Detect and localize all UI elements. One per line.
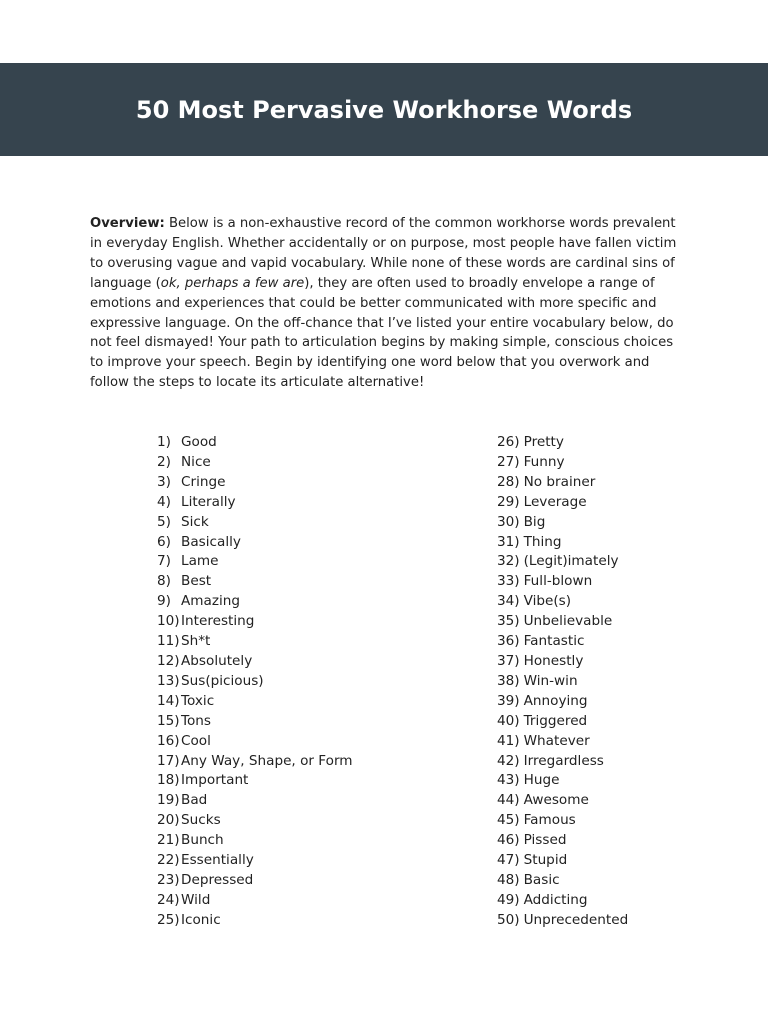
word-number: 39) (497, 692, 520, 709)
word-text: Lame (181, 553, 219, 570)
title-banner (0, 63, 768, 156)
word-list-item (497, 592, 737, 612)
word-list-item (497, 712, 737, 732)
word-number: 41) (497, 732, 520, 749)
word-list-item (497, 831, 737, 851)
word-number: 26) (497, 434, 520, 450)
word-list-item (497, 572, 737, 592)
word-number: 36) (497, 633, 520, 650)
word-list-item (497, 732, 737, 752)
word-number: 13) (157, 672, 180, 689)
word-text: Pissed (523, 832, 567, 849)
word-text: Pretty (523, 434, 564, 450)
word-list-item (157, 453, 457, 473)
word-number: 40) (497, 712, 520, 729)
word-text: Sucks (181, 812, 221, 829)
word-number: 38) (497, 672, 520, 689)
word-text: Any Way, Shape, or Form (181, 752, 353, 769)
word-text: Cool (181, 732, 211, 749)
word-list-item (157, 911, 457, 931)
word-number: 4) (157, 493, 171, 510)
word-text: Famous (523, 812, 576, 829)
word-number: 23) (157, 871, 180, 888)
word-text: Win-win (523, 672, 578, 689)
word-text: Triggered (523, 712, 588, 729)
word-text: Basic (523, 871, 560, 888)
word-text: Nice (181, 453, 211, 470)
word-list-item (497, 533, 737, 553)
word-list-item (497, 513, 737, 533)
word-text: Honestly (523, 652, 584, 669)
overview-text-1: Below is a non-exhaustive record of the common workhorse words prevalent in everyday English. Whether accidentally or on purpose, most people have fallen victim to overusing vague and vapid vocabulary. While none of these words are cardinal sins of language ( (90, 216, 677, 291)
word-list-item (497, 911, 737, 931)
word-text: Thing (523, 533, 562, 550)
word-list-item (157, 473, 457, 493)
word-number: 18) (157, 772, 180, 789)
word-text: Fantastic (523, 633, 585, 650)
word-text: Important (181, 772, 249, 789)
word-list-item (157, 533, 457, 553)
word-list-item (497, 493, 737, 513)
word-list-item (157, 513, 457, 533)
word-list-right (497, 433, 737, 931)
word-list-item (157, 552, 457, 572)
word-number: 16) (157, 732, 180, 749)
word-list-item (497, 871, 737, 891)
word-number: 50) (497, 911, 520, 928)
word-list-item (497, 652, 737, 672)
page-title: 50 Most Pervasive Workhorse Words (135, 95, 633, 124)
word-text: Vibe(s) (523, 593, 572, 610)
word-text: Big (523, 513, 546, 530)
word-text: Iconic (181, 911, 221, 928)
word-text: No brainer (523, 473, 596, 490)
word-text: Best (181, 573, 212, 590)
word-list-item (497, 612, 737, 632)
word-number: 8) (157, 573, 171, 590)
overview-text-2: ), they are often used to broadly envelope a range of emotions and experiences that could be better communicated with more specific and expressive language. On the off-chance that I’ve listed your entire vocabulary below, do not feel dismayed! Your path to articulation begins by making simple, conscious choices to improve your speech. Begin by identifying one word below that you overwork and follow the steps to locate its articulate alternative! (90, 275, 674, 391)
word-number: 46) (497, 832, 520, 849)
word-number: 11) (157, 633, 180, 650)
word-list-item (497, 752, 737, 772)
word-text: Absolutely (181, 652, 253, 669)
word-text: Whatever (523, 732, 590, 749)
word-number: 42) (497, 752, 520, 769)
word-number: 19) (157, 792, 180, 809)
word-list-item (157, 612, 457, 632)
word-number: 3) (157, 473, 171, 490)
word-list-item (157, 831, 457, 851)
word-list-left (157, 433, 457, 931)
word-list-item (157, 752, 457, 772)
word-text: Unbelievable (523, 613, 613, 630)
word-number: 30) (497, 513, 520, 530)
word-number: 31) (497, 533, 520, 550)
word-list-item (157, 712, 457, 732)
word-number: 17) (157, 752, 180, 769)
word-text: Addicting (523, 891, 588, 908)
word-text: Sus(picious) (181, 672, 264, 689)
word-text: Amazing (181, 593, 241, 610)
word-number: 27) (497, 453, 520, 470)
word-text: Essentially (181, 852, 254, 869)
word-text: Depressed (181, 871, 254, 888)
word-list-item (157, 632, 457, 652)
word-list-item (497, 433, 737, 453)
word-text: Basically (181, 533, 241, 550)
word-number: 10) (157, 613, 180, 630)
word-number: 7) (157, 553, 171, 570)
word-number: 5) (157, 513, 171, 530)
word-list-item (157, 732, 457, 752)
word-number: 44) (497, 792, 520, 809)
word-text: Sh*t (181, 633, 211, 650)
word-list-item (497, 851, 737, 871)
word-number: 20) (157, 812, 180, 829)
word-number: 2) (157, 453, 171, 470)
word-text: Huge (523, 772, 560, 789)
word-list-item (157, 771, 457, 791)
word-number: 29) (497, 493, 520, 510)
word-list-item (497, 453, 737, 473)
word-number: 22) (157, 852, 180, 869)
word-text: Full-blown (523, 573, 593, 590)
word-list-item (497, 552, 737, 572)
word-number: 25) (157, 911, 180, 928)
word-list-item (157, 851, 457, 871)
word-list-item (497, 473, 737, 493)
word-list-item (497, 791, 737, 811)
word-list-item (157, 791, 457, 811)
word-list-item (497, 811, 737, 831)
word-list-item (497, 672, 737, 692)
word-number: 32) (497, 553, 520, 570)
word-number: 24) (157, 891, 180, 908)
word-list-item (157, 871, 457, 891)
word-list-item (157, 592, 457, 612)
word-text: Unprecedented (523, 911, 629, 928)
word-list-item (157, 891, 457, 911)
word-number: 49) (497, 891, 520, 908)
word-text: Good (181, 434, 217, 450)
word-list-item (157, 672, 457, 692)
word-list-item (157, 692, 457, 712)
word-number: 48) (497, 871, 520, 888)
word-list-item (497, 891, 737, 911)
word-text: Bad (181, 792, 208, 809)
word-text: Cringe (181, 473, 226, 490)
word-number: 34) (497, 593, 520, 610)
word-text: (Legit)imately (523, 553, 619, 570)
word-text: Interesting (181, 613, 255, 630)
word-list-item (157, 493, 457, 513)
word-text: Sick (181, 513, 209, 530)
word-text: Stupid (523, 852, 568, 869)
word-list-item (157, 652, 457, 672)
word-number: 9) (157, 593, 171, 610)
word-number: 43) (497, 772, 520, 789)
word-number: 47) (497, 852, 520, 869)
word-list-item (157, 433, 457, 453)
word-text: Bunch (181, 832, 224, 849)
word-list-item (497, 692, 737, 712)
overview-paragraph (90, 214, 680, 393)
word-text: Literally (181, 493, 236, 510)
word-text: Tons (181, 712, 212, 729)
word-number: 33) (497, 573, 520, 590)
word-list-item (497, 771, 737, 791)
word-number: 6) (157, 533, 171, 550)
word-list-item (497, 632, 737, 652)
word-number: 12) (157, 652, 180, 669)
word-number: 15) (157, 712, 180, 729)
overview-label: Overview: (90, 216, 165, 231)
word-list-item (157, 811, 457, 831)
word-text: Annoying (523, 692, 588, 709)
word-number: 1) (157, 434, 171, 450)
word-text: Awesome (523, 792, 589, 809)
word-list-item (157, 572, 457, 592)
word-text: Toxic (181, 692, 215, 709)
word-number: 28) (497, 473, 520, 490)
word-text: Irregardless (523, 752, 604, 769)
word-text: Funny (523, 453, 565, 470)
word-number: 45) (497, 812, 520, 829)
word-text: Wild (181, 891, 211, 908)
word-number: 37) (497, 652, 520, 669)
word-text: Leverage (523, 493, 587, 510)
overview-italic: ok, perhaps a few are (160, 275, 305, 291)
word-number: 35) (497, 613, 520, 630)
word-number: 14) (157, 692, 180, 709)
word-number: 21) (157, 832, 180, 849)
